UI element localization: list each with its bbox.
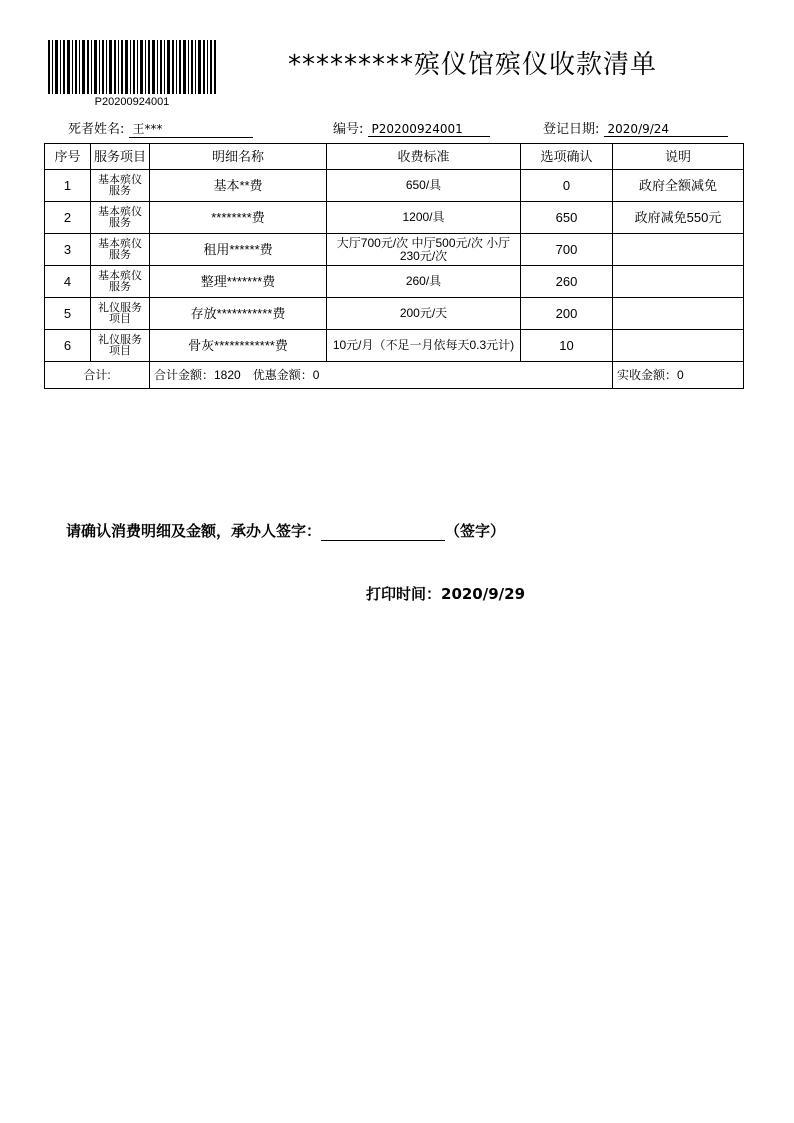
row-note <box>613 298 744 330</box>
signature-blank <box>321 526 445 541</box>
row-confirm: 10 <box>521 330 613 362</box>
header-standard: 收费标准 <box>327 144 521 170</box>
row-no: 4 <box>45 266 91 298</box>
total-amount: 合计金额：1820 优惠金额：0 <box>150 362 613 389</box>
row-item: 存放***********费 <box>150 298 327 330</box>
row-service: 基本殡仪服务 <box>91 266 150 298</box>
table-row <box>45 202 744 234</box>
signature-line <box>66 520 505 541</box>
row-standard: 大厅700元/次 中厅500元/次 小厅230元/次 <box>327 234 521 266</box>
row-confirm: 0 <box>521 170 613 202</box>
register-date-value: 2020/9/24 <box>604 122 728 137</box>
row-no: 5 <box>45 298 91 330</box>
row-service: 基本殡仪服务 <box>91 202 150 234</box>
row-service: 礼仪服务项目 <box>91 298 150 330</box>
row-confirm: 650 <box>521 202 613 234</box>
serial-number-value: P20200924001 <box>368 122 490 137</box>
row-note <box>613 330 744 362</box>
document-title: *********殡仪馆殡仪收款清单 <box>288 50 658 80</box>
row-standard: 10元/月（不足一月依每天0.3元计) <box>327 330 521 362</box>
row-note: 政府减免550元 <box>613 202 744 234</box>
row-service: 礼仪服务项目 <box>91 330 150 362</box>
table-row <box>45 234 744 266</box>
row-service: 基本殡仪服务 <box>91 234 150 266</box>
row-item: 骨灰************费 <box>150 330 327 362</box>
row-service: 基本殡仪服务 <box>91 170 150 202</box>
serial-number-field <box>333 118 490 137</box>
row-note <box>613 234 744 266</box>
row-confirm: 200 <box>521 298 613 330</box>
row-note: 政府全额减免 <box>613 170 744 202</box>
row-note <box>613 266 744 298</box>
row-standard: 1200/具 <box>327 202 521 234</box>
row-confirm: 700 <box>521 234 613 266</box>
print-time: 打印时间：2020/9/29 <box>366 585 526 603</box>
total-label: 合计: <box>45 362 150 389</box>
header-note: 说明 <box>613 144 744 170</box>
sign-text: （签字） <box>445 522 506 540</box>
confirm-text: 请确认消费明细及金额，承办人签字： <box>66 522 322 540</box>
table-row <box>45 330 744 362</box>
row-no: 3 <box>45 234 91 266</box>
row-standard: 650/具 <box>327 170 521 202</box>
header-item: 明细名称 <box>150 144 327 170</box>
row-standard: 200元/天 <box>327 298 521 330</box>
row-no: 1 <box>45 170 91 202</box>
row-item: ********费 <box>150 202 327 234</box>
deceased-name-value: 王*** <box>129 120 253 138</box>
row-item: 租用******费 <box>150 234 327 266</box>
row-standard: 260/具 <box>327 266 521 298</box>
header-service: 服务项目 <box>91 144 150 170</box>
serial-number-label: 编号: <box>333 122 364 137</box>
total-row <box>45 362 744 389</box>
fee-table <box>44 143 744 389</box>
deceased-name-label: 死者姓名: <box>68 122 125 137</box>
table-header-row <box>45 144 744 170</box>
row-item: 基本**费 <box>150 170 327 202</box>
register-date-field <box>543 118 728 137</box>
barcode-number: P20200924001 <box>94 96 170 108</box>
actual-amount: 实收金额：0 <box>613 362 744 389</box>
row-item: 整理*******费 <box>150 266 327 298</box>
deceased-name-field <box>68 118 253 138</box>
row-confirm: 260 <box>521 266 613 298</box>
table-row <box>45 298 744 330</box>
row-no: 6 <box>45 330 91 362</box>
table-row <box>45 266 744 298</box>
table-row <box>45 170 744 202</box>
row-no: 2 <box>45 202 91 234</box>
header-confirm: 选项确认 <box>521 144 613 170</box>
register-date-label: 登记日期: <box>543 122 600 137</box>
header-no: 序号 <box>45 144 91 170</box>
barcode-image <box>48 40 216 94</box>
